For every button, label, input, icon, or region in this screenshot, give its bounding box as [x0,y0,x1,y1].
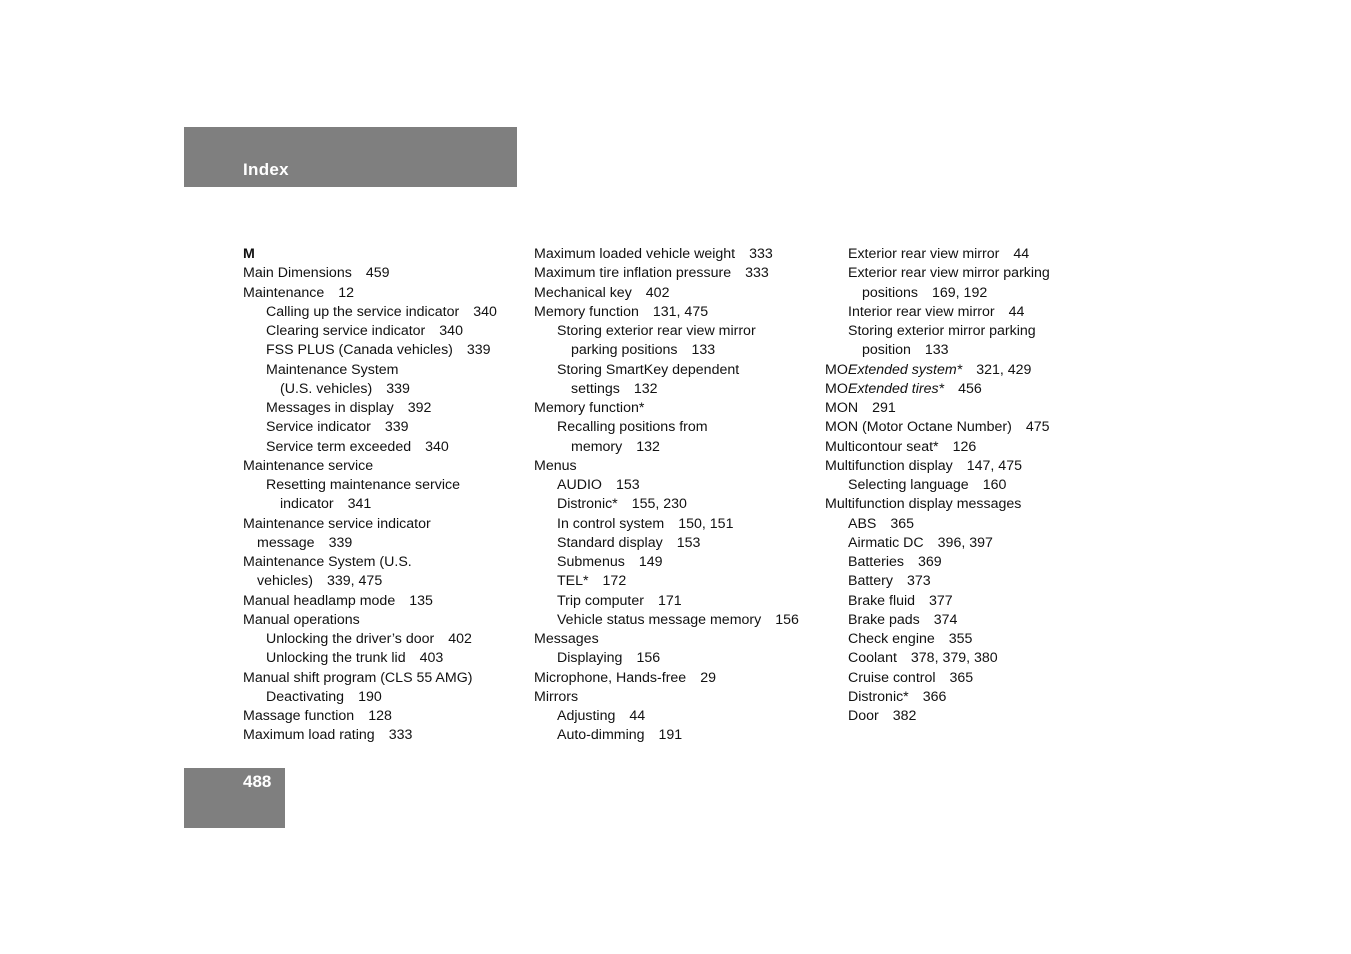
index-entry [534,361,819,380]
page-reference-link[interactable]: 172 [602,573,627,590]
index-entry [243,322,528,341]
index-entry [825,380,1085,399]
index-term: Manual headlamp mode [243,592,396,609]
index-entry [825,534,1085,553]
index-term: Main Dimensions [243,265,352,282]
index-entry [534,380,819,399]
index-entry [243,572,528,591]
index-entry [243,418,528,437]
page-reference-link[interactable]: 156 [775,611,799,628]
index-entry [243,438,528,457]
page-reference-link[interactable]: 149 [638,554,663,570]
index-term: Coolant [848,650,897,667]
index-term: Messages in display [266,400,394,416]
index-term: Memory function [534,303,639,320]
index-entry [243,341,528,360]
index-term: Exterior rear view mirror [848,246,1000,262]
index-term: Trip computer [557,592,644,609]
page-reference-link[interactable]: 171 [658,592,682,609]
page-reference-link[interactable]: 365 [949,669,974,686]
page-reference-link[interactable]: 153 [615,477,640,493]
index-entry [534,515,819,534]
index-term: Displaying [557,650,623,667]
index-term: Distronic* [557,496,618,513]
page-reference-link[interactable]: 333 [749,246,773,262]
index-term: Brake pads [848,611,920,628]
index-entry [825,707,1085,726]
index-entry [534,495,819,514]
index-term: Menus [534,457,577,474]
page-reference-link[interactable]: 366 [922,688,947,705]
page-reference-link[interactable]: 150, 151 [678,515,734,532]
page-reference-link[interactable]: 373 [906,573,931,590]
index-term: MO [825,380,848,397]
index-entry [243,534,528,553]
page-reference-link[interactable]: 156 [636,650,661,667]
index-term: Maintenance System (U.S. [243,554,412,570]
index-term: indicator [280,496,334,513]
index-term: Vehicle status message memory [557,611,762,628]
page-reference-link[interactable]: 341 [347,496,372,513]
index-term: positions [862,284,918,301]
page-reference-link[interactable]: 132 [633,380,658,397]
index-term: Selecting language [848,477,969,493]
page-reference-link[interactable]: 128 [368,708,392,724]
page-reference-link[interactable]: 459 [365,265,390,282]
index-term: Batteries [848,554,904,570]
section-header-bar [184,127,517,187]
index-entry [534,534,819,553]
index-entry [243,726,528,745]
page-reference-link[interactable]: 133 [924,342,949,359]
index-entry [825,361,1085,380]
index-entry [534,476,819,495]
index-term: Auto-dimming [557,727,645,744]
page-reference-link[interactable]: 340 [439,323,463,339]
index-entry [825,418,1085,437]
index-term: In control system [557,515,665,532]
index-entry [825,630,1085,649]
index-entry [243,611,528,630]
index-term: TEL* [557,573,589,590]
page-reference-link[interactable]: 339, 475 [326,573,383,590]
index-entry [534,726,819,745]
page-reference-link[interactable]: 160 [982,477,1007,493]
index-entry [825,303,1085,322]
page-reference-link[interactable]: 131, 475 [652,303,709,320]
page-number-tab [184,768,285,828]
index-term: Unlocking the driver’s door [266,631,435,647]
page-reference-link[interactable]: 126 [952,438,977,455]
index-term: Adjusting [557,708,616,724]
page-reference-link[interactable]: 169, 192 [932,284,988,301]
page-reference-link[interactable]: 333 [388,727,413,744]
index-entry [825,476,1085,495]
index-entry [243,284,528,303]
page-reference-link[interactable]: 365 [890,515,915,532]
page-reference-link[interactable]: 456 [958,380,982,397]
index-term: Standard display [557,534,663,551]
index-entry [825,688,1085,707]
index-entry [534,399,819,418]
index-entry [243,476,528,495]
index-entry [243,495,528,514]
index-letter-heading [243,245,528,264]
page-reference-link[interactable]: 44 [1008,303,1025,320]
index-entry [243,649,528,668]
index-entry [534,592,819,611]
page-number: 488 [243,772,272,791]
page-reference-link[interactable]: 153 [676,534,701,551]
index-term: Storing SmartKey dependent [557,361,740,378]
index-column-1 [243,245,528,746]
index-entry [825,457,1085,476]
index-entry [825,322,1085,341]
index-term: Memory function* [534,400,645,416]
page-reference-link[interactable]: 191 [658,727,683,744]
index-entry [534,457,819,476]
page-reference-link[interactable]: 403 [419,650,444,667]
index-entry [534,245,819,264]
index-term: Maximum loaded vehicle weight [534,246,736,262]
index-column-2 [534,245,819,746]
index-entry [825,399,1085,418]
index-term: Maintenance System [266,361,399,378]
page-reference-link[interactable]: 475 [1025,419,1050,436]
page-reference-link[interactable]: 339 [466,342,491,359]
index-term: Maximum load rating [243,727,375,744]
section-title: Index [243,160,289,179]
index-entry [825,284,1085,303]
index-term-italic: Extended tires* [847,380,945,397]
index-term: memory [571,438,623,455]
index-entry [243,553,528,572]
page-reference-link[interactable]: 402 [448,631,472,647]
page-reference-link[interactable]: 29 [700,669,716,686]
index-entry [825,611,1085,630]
index-term: Brake fluid [848,592,916,609]
page-reference-link[interactable]: 339 [384,419,409,436]
index-term: Cruise control [848,669,936,686]
index-entry [534,322,819,341]
index-entry [243,264,528,283]
index-entry [534,264,819,283]
page-reference-link[interactable]: 44 [629,708,646,724]
index-term: FSS PLUS (Canada vehicles) [266,342,453,359]
index-term: ABS [848,515,877,532]
index-entry [825,669,1085,688]
index-entry [243,380,528,399]
index-term: Multicontour seat* [825,438,939,455]
page-reference-link[interactable]: 339 [328,534,353,551]
index-term: Interior rear view mirror [848,303,995,320]
index-term: Service term exceeded [266,438,412,455]
index-entry [534,438,819,457]
index-term: Maintenance service [243,457,374,474]
index-entry [534,707,819,726]
index-term: Mechanical key [534,284,632,301]
index-entry [243,515,528,534]
page-reference-link[interactable]: 132 [636,438,660,455]
index-term: Battery [848,573,893,590]
index-term: M [243,246,255,262]
index-term: Calling up the service indicator [266,303,460,320]
index-term: vehicles) [257,573,313,590]
index-entry [534,418,819,437]
index-entry [825,572,1085,591]
index-entry [825,341,1085,360]
page-reference-link[interactable]: 369 [918,554,942,570]
index-entry [243,630,528,649]
index-entry [534,611,819,630]
index-term-italic: Extended system* [847,361,963,378]
index-term: Submenus [557,554,625,570]
index-term: MON [825,400,859,416]
index-term: Multifunction display [825,457,953,474]
index-entry [534,688,819,707]
index-entry [825,438,1085,457]
index-term: Clearing service indicator [266,323,426,339]
index-entry [243,457,528,476]
page-reference-link[interactable]: 133 [691,342,716,359]
page-reference-link[interactable]: 378, 379, 380 [910,650,998,667]
index-entry [243,592,528,611]
index-entry [534,630,819,649]
index-entry [243,688,528,707]
index-column-3 [825,245,1085,726]
page-reference-link[interactable]: 291 [872,400,896,416]
index-term: Mirrors [534,688,579,705]
index-entry [243,707,528,726]
index-entry [534,303,819,322]
index-term: Maximum tire inflation pressure [534,265,732,282]
page-reference-link[interactable]: 12 [338,284,355,301]
page-reference-link[interactable]: 147, 475 [966,457,1022,474]
index-term: Check engine [848,631,935,647]
page-reference-link[interactable]: 340 [473,303,497,320]
page-reference-link[interactable]: 321, 429 [976,361,1032,378]
index-entry [534,572,819,591]
page-reference-link[interactable]: 402 [645,284,670,301]
index-term: Maintenance service indicator [243,515,431,532]
page-reference-link[interactable]: 377 [929,592,953,609]
page-reference-link[interactable]: 374 [933,611,958,628]
page-reference-link[interactable]: 135 [409,592,433,609]
index-term: Multifunction display messages [825,496,1022,513]
index-term: Distronic* [848,688,909,705]
index-term: settings [571,380,620,397]
index-term: (U.S. vehicles) [280,380,373,397]
index-entry [243,303,528,322]
index-term: Door [848,708,879,724]
page-reference-link[interactable]: 355 [948,631,973,647]
index-entry [243,669,528,688]
index-entry [534,553,819,572]
index-term: MO [825,361,848,378]
index-entry [534,649,819,668]
index-term: Massage function [243,708,355,724]
index-term: parking positions [571,342,678,359]
page-reference-link[interactable]: 333 [745,265,769,282]
index-entry [534,341,819,360]
index-term: Resetting maintenance service [266,477,460,493]
index-term: Deactivating [266,688,345,705]
page-reference-link[interactable]: 44 [1013,246,1030,262]
page-reference-link[interactable]: 339 [386,380,410,397]
page-reference-link[interactable]: 382 [892,708,917,724]
index-entry [534,284,819,303]
index-entry [534,669,819,688]
index-term: MON (Motor Octane Number) [825,419,1012,436]
index-term: Manual operations [243,611,360,628]
page-reference-link[interactable]: 396, 397 [937,534,993,551]
index-term: position [862,342,911,359]
page-reference-link[interactable]: 190 [358,688,382,705]
index-term: Messages [534,631,599,647]
index-term: Service indicator [266,419,371,436]
index-term: AUDIO [557,477,602,493]
index-entry [825,245,1085,264]
index-term: Exterior rear view mirror parking [848,265,1050,282]
page-reference-link[interactable]: 392 [407,400,432,416]
index-term: Microphone, Hands-free [534,669,687,686]
index-entry [243,399,528,418]
index-entry [825,592,1085,611]
index-term: Unlocking the trunk lid [266,650,406,667]
index-entry [825,264,1085,283]
index-term: Storing exterior rear view mirror [557,323,756,339]
index-entry [825,553,1085,572]
index-term: Airmatic DC [848,534,924,551]
index-entry [825,495,1085,514]
index-term: Storing exterior mirror parking [848,323,1036,339]
index-term: Maintenance [243,284,325,301]
page-reference-link[interactable]: 155, 230 [631,496,687,513]
index-entry [243,361,528,380]
index-entry [825,649,1085,668]
index-term: Manual shift program (CLS 55 AMG) [243,669,473,686]
index-term: Recalling positions from [557,419,708,436]
index-term: message [257,534,315,551]
index-entry [825,515,1085,534]
page-reference-link[interactable]: 340 [425,438,449,455]
